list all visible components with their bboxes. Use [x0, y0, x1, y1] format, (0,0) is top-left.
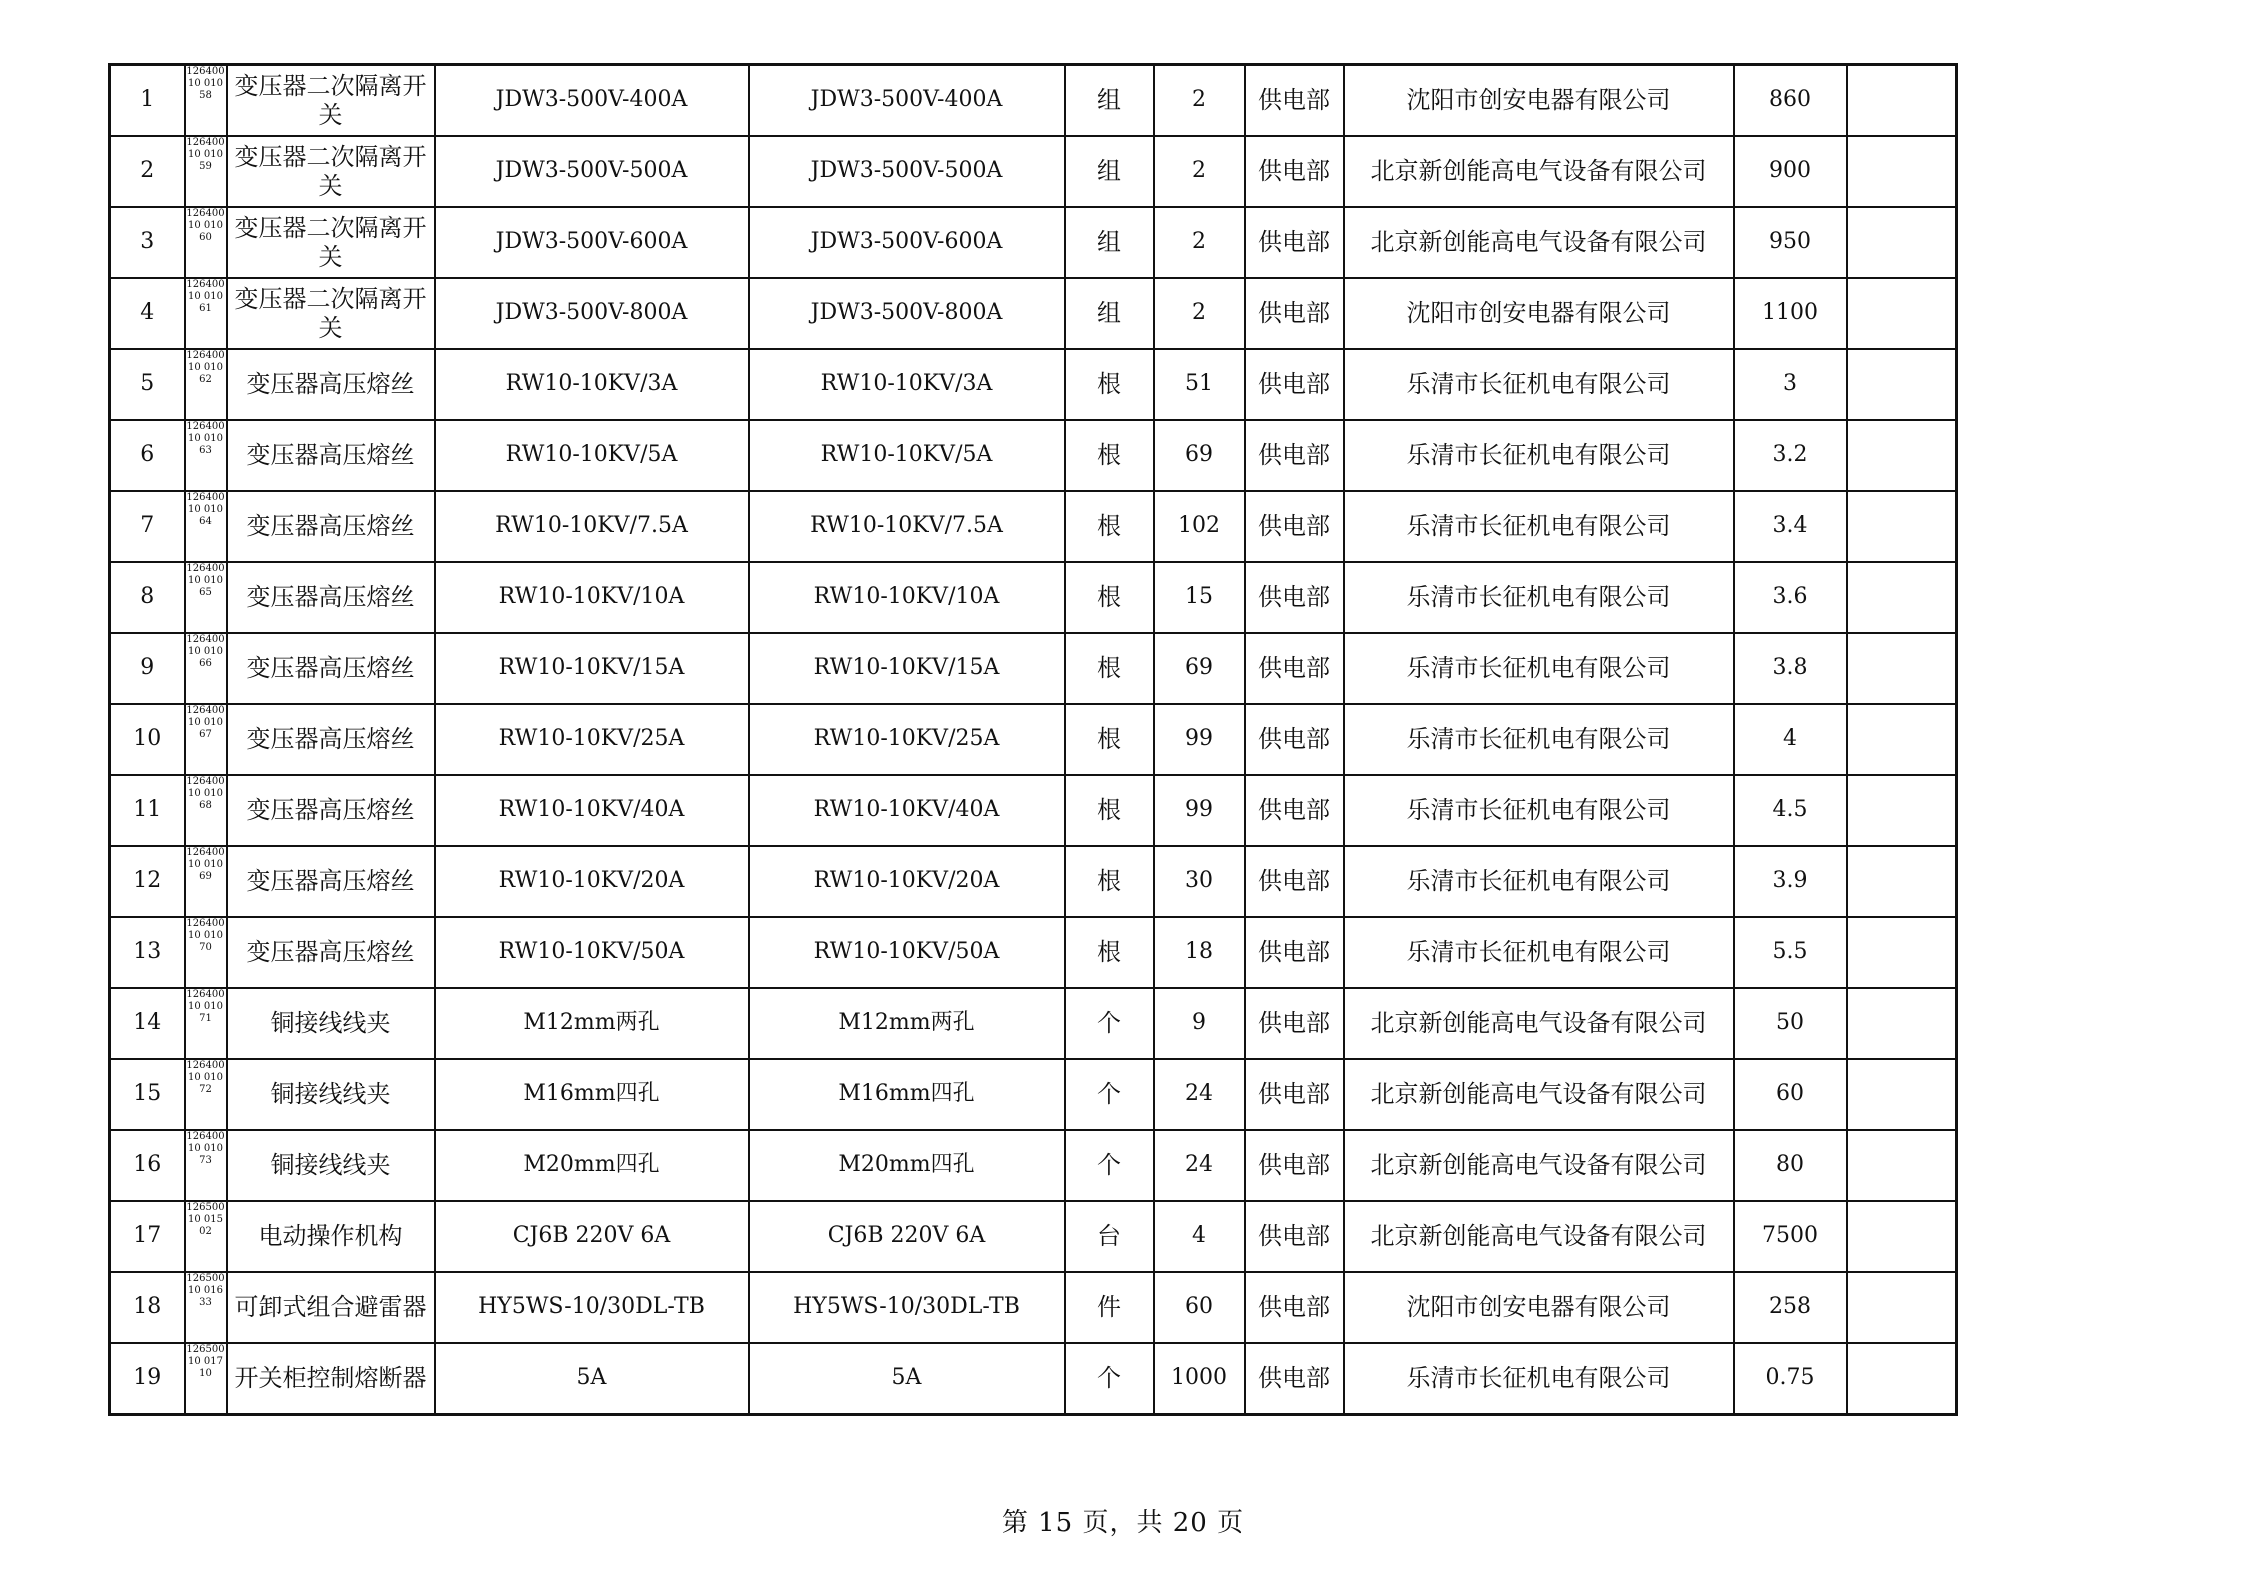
item-department: 供电部 — [1245, 846, 1344, 917]
item-unit: 个 — [1065, 1343, 1154, 1415]
table-body — [110, 65, 1957, 1415]
item-spec: RW10-10KV/10A — [435, 562, 749, 633]
item-unit: 根 — [1065, 633, 1154, 704]
item-model: RW10-10KV/20A — [749, 846, 1065, 917]
item-department: 供电部 — [1245, 633, 1344, 704]
item-remark — [1847, 1343, 1957, 1415]
row-number: 17 — [110, 1201, 185, 1272]
item-vendor: 乐清市长征机电有限公司 — [1344, 1343, 1734, 1415]
item-department: 供电部 — [1245, 988, 1344, 1059]
item-remark — [1847, 562, 1957, 633]
item-quantity: 2 — [1154, 278, 1245, 349]
item-table — [108, 63, 1958, 1416]
item-vendor: 北京新创能高电气设备有限公司 — [1344, 1059, 1734, 1130]
material-code — [185, 775, 227, 846]
item-unit: 根 — [1065, 775, 1154, 846]
item-name: 变压器高压熔丝 — [227, 704, 435, 775]
item-model: RW10-10KV/40A — [749, 775, 1065, 846]
table-row — [110, 65, 1957, 137]
item-model: RW10-10KV/5A — [749, 420, 1065, 491]
table-row — [110, 491, 1957, 562]
item-unit: 组 — [1065, 207, 1154, 278]
row-number: 14 — [110, 988, 185, 1059]
item-model: RW10-10KV/3A — [749, 349, 1065, 420]
item-quantity: 2 — [1154, 136, 1245, 207]
table-row — [110, 633, 1957, 704]
material-code — [185, 65, 227, 137]
item-unit: 根 — [1065, 846, 1154, 917]
item-price: 3.2 — [1734, 420, 1847, 491]
item-department: 供电部 — [1245, 420, 1344, 491]
row-number: 16 — [110, 1130, 185, 1201]
material-code — [185, 1272, 227, 1343]
item-name: 变压器高压熔丝 — [227, 775, 435, 846]
item-vendor: 沈阳市创安电器有限公司 — [1344, 1272, 1734, 1343]
item-remark — [1847, 917, 1957, 988]
item-remark — [1847, 136, 1957, 207]
item-department: 供电部 — [1245, 136, 1344, 207]
item-quantity: 9 — [1154, 988, 1245, 1059]
item-quantity: 30 — [1154, 846, 1245, 917]
item-remark — [1847, 846, 1957, 917]
item-name: 变压器高压熔丝 — [227, 349, 435, 420]
item-quantity: 60 — [1154, 1272, 1245, 1343]
table-row — [110, 1343, 1957, 1415]
item-model: RW10-10KV/7.5A — [749, 491, 1065, 562]
item-name: 开关柜控制熔断器 — [227, 1343, 435, 1415]
item-name: 铜接线线夹 — [227, 988, 435, 1059]
item-remark — [1847, 1272, 1957, 1343]
table-row — [110, 917, 1957, 988]
item-price: 50 — [1734, 988, 1847, 1059]
table-row — [110, 136, 1957, 207]
item-spec: JDW3-500V-800A — [435, 278, 749, 349]
item-spec: RW10-10KV/40A — [435, 775, 749, 846]
item-model: JDW3-500V-400A — [749, 65, 1065, 137]
row-number: 4 — [110, 278, 185, 349]
item-model: RW10-10KV/25A — [749, 704, 1065, 775]
item-vendor: 北京新创能高电气设备有限公司 — [1344, 988, 1734, 1059]
item-price: 7500 — [1734, 1201, 1847, 1272]
item-department: 供电部 — [1245, 1201, 1344, 1272]
item-spec: M16mm四孔 — [435, 1059, 749, 1130]
table-row — [110, 704, 1957, 775]
item-price: 900 — [1734, 136, 1847, 207]
material-code-text: 12650010 01502 — [186, 1202, 225, 1237]
row-number: 12 — [110, 846, 185, 917]
item-price: 4.5 — [1734, 775, 1847, 846]
material-code — [185, 1343, 227, 1415]
item-department: 供电部 — [1245, 1343, 1344, 1415]
row-number: 1 — [110, 65, 185, 137]
table-row — [110, 1130, 1957, 1201]
item-spec: RW10-10KV/50A — [435, 917, 749, 988]
item-name: 变压器高压熔丝 — [227, 846, 435, 917]
item-vendor: 北京新创能高电气设备有限公司 — [1344, 207, 1734, 278]
item-model: M12mm两孔 — [749, 988, 1065, 1059]
item-unit: 根 — [1065, 704, 1154, 775]
item-remark — [1847, 775, 1957, 846]
item-spec: JDW3-500V-500A — [435, 136, 749, 207]
item-price: 860 — [1734, 65, 1847, 137]
material-code-text: 12640010 01058 — [186, 66, 225, 101]
item-vendor: 沈阳市创安电器有限公司 — [1344, 278, 1734, 349]
table-row — [110, 988, 1957, 1059]
item-unit: 件 — [1065, 1272, 1154, 1343]
material-code-text: 12640010 01059 — [186, 137, 225, 172]
material-code — [185, 633, 227, 704]
item-model: 5A — [749, 1343, 1065, 1415]
item-spec: JDW3-500V-400A — [435, 65, 749, 137]
row-number: 11 — [110, 775, 185, 846]
row-number: 15 — [110, 1059, 185, 1130]
item-name: 变压器高压熔丝 — [227, 562, 435, 633]
item-model: JDW3-500V-600A — [749, 207, 1065, 278]
material-code — [185, 1130, 227, 1201]
item-spec: RW10-10KV/3A — [435, 349, 749, 420]
item-vendor: 乐清市长征机电有限公司 — [1344, 775, 1734, 846]
item-quantity: 24 — [1154, 1130, 1245, 1201]
material-code-text: 12640010 01066 — [186, 634, 225, 669]
item-price: 3.4 — [1734, 491, 1847, 562]
item-price: 0.75 — [1734, 1343, 1847, 1415]
item-quantity: 24 — [1154, 1059, 1245, 1130]
item-price: 1100 — [1734, 278, 1847, 349]
item-price: 5.5 — [1734, 917, 1847, 988]
item-remark — [1847, 65, 1957, 137]
item-spec: JDW3-500V-600A — [435, 207, 749, 278]
item-department: 供电部 — [1245, 278, 1344, 349]
item-model: JDW3-500V-500A — [749, 136, 1065, 207]
item-unit: 个 — [1065, 1130, 1154, 1201]
item-spec: 5A — [435, 1343, 749, 1415]
item-remark — [1847, 278, 1957, 349]
item-spec: RW10-10KV/5A — [435, 420, 749, 491]
item-vendor: 乐清市长征机电有限公司 — [1344, 491, 1734, 562]
item-unit: 台 — [1065, 1201, 1154, 1272]
item-price: 80 — [1734, 1130, 1847, 1201]
material-code-text: 12640010 01061 — [186, 279, 225, 314]
table-row — [110, 1201, 1957, 1272]
item-department: 供电部 — [1245, 1130, 1344, 1201]
row-number: 6 — [110, 420, 185, 491]
item-spec: RW10-10KV/7.5A — [435, 491, 749, 562]
material-code — [185, 704, 227, 775]
table-row — [110, 349, 1957, 420]
material-code — [185, 562, 227, 633]
table-row — [110, 775, 1957, 846]
item-quantity: 1000 — [1154, 1343, 1245, 1415]
item-quantity: 2 — [1154, 65, 1245, 137]
material-code-text: 12640010 01065 — [186, 563, 225, 598]
item-vendor: 乐清市长征机电有限公司 — [1344, 562, 1734, 633]
item-department: 供电部 — [1245, 349, 1344, 420]
item-vendor: 乐清市长征机电有限公司 — [1344, 420, 1734, 491]
page-footer: 第 15 页，共 20 页 — [1001, 1508, 1245, 1538]
item-vendor: 北京新创能高电气设备有限公司 — [1344, 1201, 1734, 1272]
item-unit: 根 — [1065, 420, 1154, 491]
material-code — [185, 349, 227, 420]
item-quantity: 4 — [1154, 1201, 1245, 1272]
table-row — [110, 278, 1957, 349]
material-code — [185, 491, 227, 562]
item-department: 供电部 — [1245, 562, 1344, 633]
table-row — [110, 846, 1957, 917]
item-name: 变压器高压熔丝 — [227, 491, 435, 562]
item-quantity: 69 — [1154, 420, 1245, 491]
item-name: 铜接线线夹 — [227, 1130, 435, 1201]
row-number: 2 — [110, 136, 185, 207]
item-quantity: 15 — [1154, 562, 1245, 633]
material-code-text: 12640010 01073 — [186, 1131, 225, 1166]
row-number: 9 — [110, 633, 185, 704]
table-row — [110, 420, 1957, 491]
row-number: 7 — [110, 491, 185, 562]
material-code-text: 12640010 01068 — [186, 776, 225, 811]
item-model: CJ6B 220V 6A — [749, 1201, 1065, 1272]
item-department: 供电部 — [1245, 704, 1344, 775]
item-name: 变压器二次隔离开关 — [227, 207, 435, 278]
item-unit: 根 — [1065, 562, 1154, 633]
item-vendor: 沈阳市创安电器有限公司 — [1344, 65, 1734, 137]
row-number: 5 — [110, 349, 185, 420]
table-row — [110, 562, 1957, 633]
item-unit: 根 — [1065, 491, 1154, 562]
item-model: RW10-10KV/15A — [749, 633, 1065, 704]
item-quantity: 99 — [1154, 704, 1245, 775]
item-quantity: 2 — [1154, 207, 1245, 278]
item-vendor: 乐清市长征机电有限公司 — [1344, 349, 1734, 420]
row-number: 3 — [110, 207, 185, 278]
material-code — [185, 988, 227, 1059]
item-spec: RW10-10KV/15A — [435, 633, 749, 704]
material-code — [185, 917, 227, 988]
row-number: 18 — [110, 1272, 185, 1343]
item-quantity: 102 — [1154, 491, 1245, 562]
item-quantity: 99 — [1154, 775, 1245, 846]
material-code — [185, 1201, 227, 1272]
item-remark — [1847, 988, 1957, 1059]
item-model: HY5WS-10/30DL-TB — [749, 1272, 1065, 1343]
item-name: 变压器高压熔丝 — [227, 917, 435, 988]
material-code — [185, 278, 227, 349]
material-code-text: 12640010 01063 — [186, 421, 225, 456]
item-model: M20mm四孔 — [749, 1130, 1065, 1201]
item-unit: 个 — [1065, 1059, 1154, 1130]
item-name: 可卸式组合避雷器 — [227, 1272, 435, 1343]
item-price: 258 — [1734, 1272, 1847, 1343]
item-vendor: 乐清市长征机电有限公司 — [1344, 917, 1734, 988]
item-unit: 组 — [1065, 278, 1154, 349]
item-price: 950 — [1734, 207, 1847, 278]
material-code-text: 12640010 01067 — [186, 705, 225, 740]
item-spec: M12mm两孔 — [435, 988, 749, 1059]
material-code-text: 12650010 01710 — [186, 1344, 225, 1379]
material-code-text: 12640010 01072 — [186, 1060, 225, 1095]
item-spec: RW10-10KV/20A — [435, 846, 749, 917]
item-department: 供电部 — [1245, 491, 1344, 562]
material-code-text: 12640010 01064 — [186, 492, 225, 527]
item-department: 供电部 — [1245, 207, 1344, 278]
material-code-text: 12640010 01060 — [186, 208, 225, 243]
item-quantity: 18 — [1154, 917, 1245, 988]
item-price: 3.6 — [1734, 562, 1847, 633]
table-row — [110, 1059, 1957, 1130]
item-quantity: 69 — [1154, 633, 1245, 704]
item-remark — [1847, 349, 1957, 420]
item-model: JDW3-500V-800A — [749, 278, 1065, 349]
item-unit: 组 — [1065, 136, 1154, 207]
item-model: RW10-10KV/10A — [749, 562, 1065, 633]
item-quantity: 51 — [1154, 349, 1245, 420]
item-name: 电动操作机构 — [227, 1201, 435, 1272]
item-vendor: 乐清市长征机电有限公司 — [1344, 633, 1734, 704]
item-name: 变压器二次隔离开关 — [227, 65, 435, 137]
item-remark — [1847, 1059, 1957, 1130]
row-number: 13 — [110, 917, 185, 988]
item-department: 供电部 — [1245, 65, 1344, 137]
item-model: M16mm四孔 — [749, 1059, 1065, 1130]
material-code-text: 12640010 01069 — [186, 847, 225, 882]
item-name: 铜接线线夹 — [227, 1059, 435, 1130]
item-unit: 根 — [1065, 349, 1154, 420]
row-number: 10 — [110, 704, 185, 775]
material-code-text: 12650010 01633 — [186, 1273, 225, 1308]
item-price: 3.9 — [1734, 846, 1847, 917]
item-department: 供电部 — [1245, 775, 1344, 846]
item-remark — [1847, 207, 1957, 278]
item-spec: M20mm四孔 — [435, 1130, 749, 1201]
item-price: 60 — [1734, 1059, 1847, 1130]
table-row — [110, 1272, 1957, 1343]
table-row — [110, 207, 1957, 278]
material-code — [185, 207, 227, 278]
material-code — [185, 136, 227, 207]
item-name: 变压器二次隔离开关 — [227, 136, 435, 207]
item-spec: RW10-10KV/25A — [435, 704, 749, 775]
item-remark — [1847, 1130, 1957, 1201]
item-vendor: 乐清市长征机电有限公司 — [1344, 704, 1734, 775]
item-vendor: 北京新创能高电气设备有限公司 — [1344, 1130, 1734, 1201]
material-code-text: 12640010 01071 — [186, 989, 225, 1024]
material-code — [185, 420, 227, 491]
item-remark — [1847, 633, 1957, 704]
item-unit: 根 — [1065, 917, 1154, 988]
row-number: 8 — [110, 562, 185, 633]
row-number: 19 — [110, 1343, 185, 1415]
item-name: 变压器高压熔丝 — [227, 633, 435, 704]
item-name: 变压器二次隔离开关 — [227, 278, 435, 349]
item-unit: 组 — [1065, 65, 1154, 137]
item-department: 供电部 — [1245, 917, 1344, 988]
item-remark — [1847, 1201, 1957, 1272]
item-remark — [1847, 420, 1957, 491]
material-code — [185, 1059, 227, 1130]
item-department: 供电部 — [1245, 1272, 1344, 1343]
item-remark — [1847, 491, 1957, 562]
item-model: RW10-10KV/50A — [749, 917, 1065, 988]
material-code-text: 12640010 01070 — [186, 918, 225, 953]
item-vendor: 乐清市长征机电有限公司 — [1344, 846, 1734, 917]
material-code — [185, 846, 227, 917]
item-price: 4 — [1734, 704, 1847, 775]
item-price: 3 — [1734, 349, 1847, 420]
item-price: 3.8 — [1734, 633, 1847, 704]
item-unit: 个 — [1065, 988, 1154, 1059]
item-spec: HY5WS-10/30DL-TB — [435, 1272, 749, 1343]
item-remark — [1847, 704, 1957, 775]
material-code-text: 12640010 01062 — [186, 350, 225, 385]
item-name: 变压器高压熔丝 — [227, 420, 435, 491]
item-spec: CJ6B 220V 6A — [435, 1201, 749, 1272]
item-department: 供电部 — [1245, 1059, 1344, 1130]
item-vendor: 北京新创能高电气设备有限公司 — [1344, 136, 1734, 207]
